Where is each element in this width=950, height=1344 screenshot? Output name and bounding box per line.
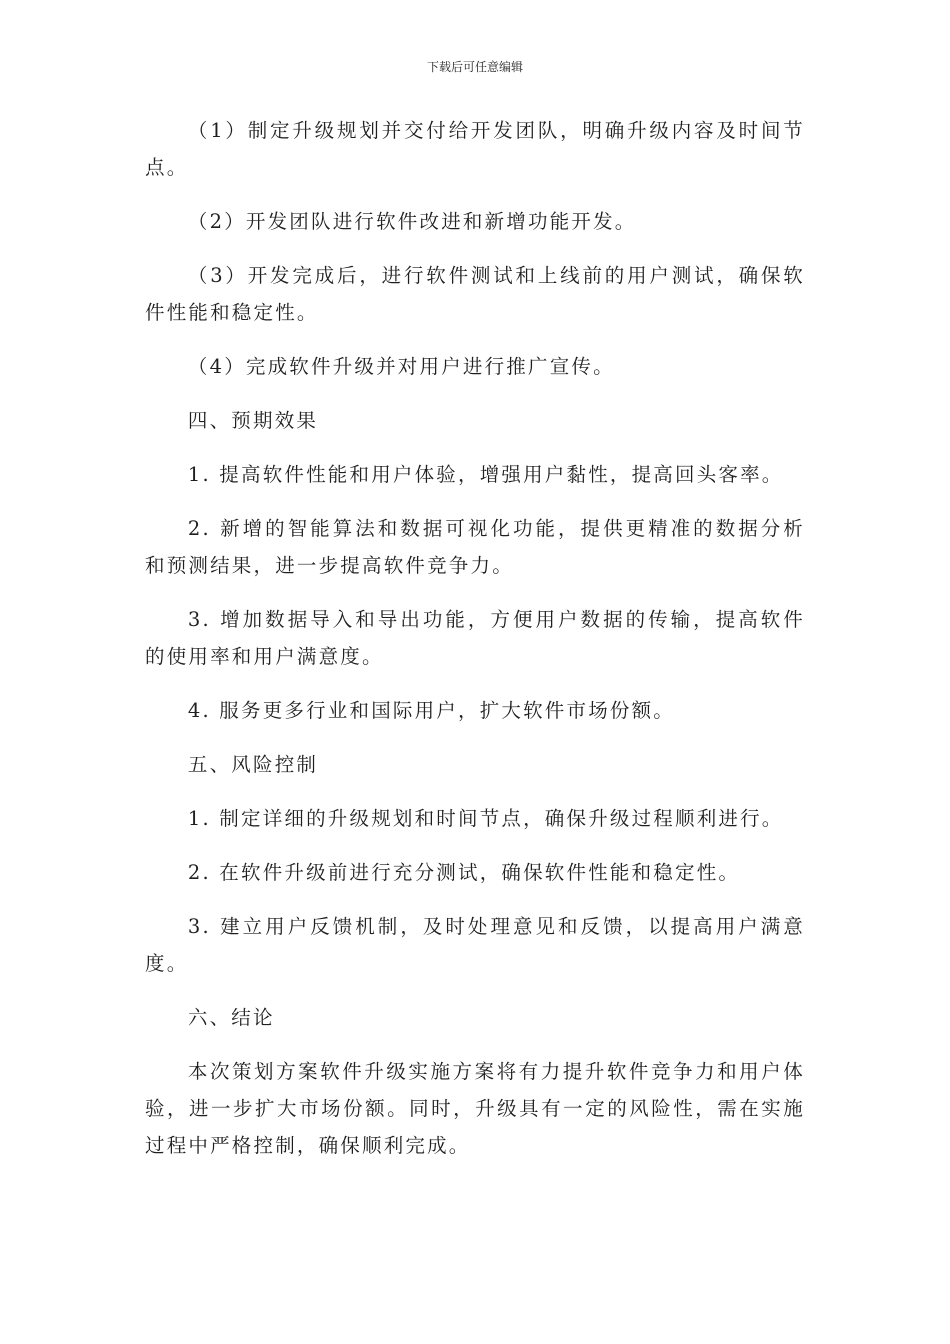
conclusion-paragraph: 本次策划方案软件升级实施方案将有力提升软件竞争力和用户体验，进一步扩大市场份额。同时，升级具有一定的风险性，需在实施过程中严格控制，确保顺利完成。 <box>145 1060 805 1157</box>
risk-item-3: 3. 建立用户反馈机制，及时处理意见和反馈，以提高用户满意度。 <box>145 915 805 975</box>
risk-item-2: 2. 在软件升级前进行充分测试，确保软件性能和稳定性。 <box>187 861 741 884</box>
effect-item-2: 2. 新增的智能算法和数据可视化功能，提供更精准的数据分析和预测结果，进一步提高软件竞争力。 <box>145 517 805 577</box>
effect-item-3: 3. 增加数据导入和导出功能，方便用户数据的传输，提高软件的使用率和用户满意度。 <box>145 608 805 668</box>
document-body <box>145 112 805 1181</box>
step-2-paragraph: （2）开发团队进行软件改进和新增功能开发。 <box>187 210 637 233</box>
section-heading-risk-control: 五、风险控制 <box>187 753 319 776</box>
step-3-paragraph: （3）开发完成后，进行软件测试和上线前的用户测试，确保软件性能和稳定性。 <box>145 264 805 324</box>
step-1-paragraph: （1）制定升级规划并交付给开发团队，明确升级内容及时间节点。 <box>145 119 805 179</box>
section-heading-conclusion: 六、结论 <box>187 1006 275 1029</box>
effect-item-1: 1. 提高软件性能和用户体验，增强用户黏性，提高回头客率。 <box>187 463 784 486</box>
section-heading-expected-effects: 四、预期效果 <box>187 409 319 432</box>
page-header-note: 下载后可任意编辑 <box>426 60 523 74</box>
step-4-paragraph: （4）完成软件升级并对用户进行推广宣传。 <box>187 355 615 378</box>
risk-item-1: 1. 制定详细的升级规划和时间节点，确保升级过程顺利进行。 <box>187 807 784 830</box>
effect-item-4: 4. 服务更多行业和国际用户，扩大软件市场份额。 <box>187 699 675 722</box>
